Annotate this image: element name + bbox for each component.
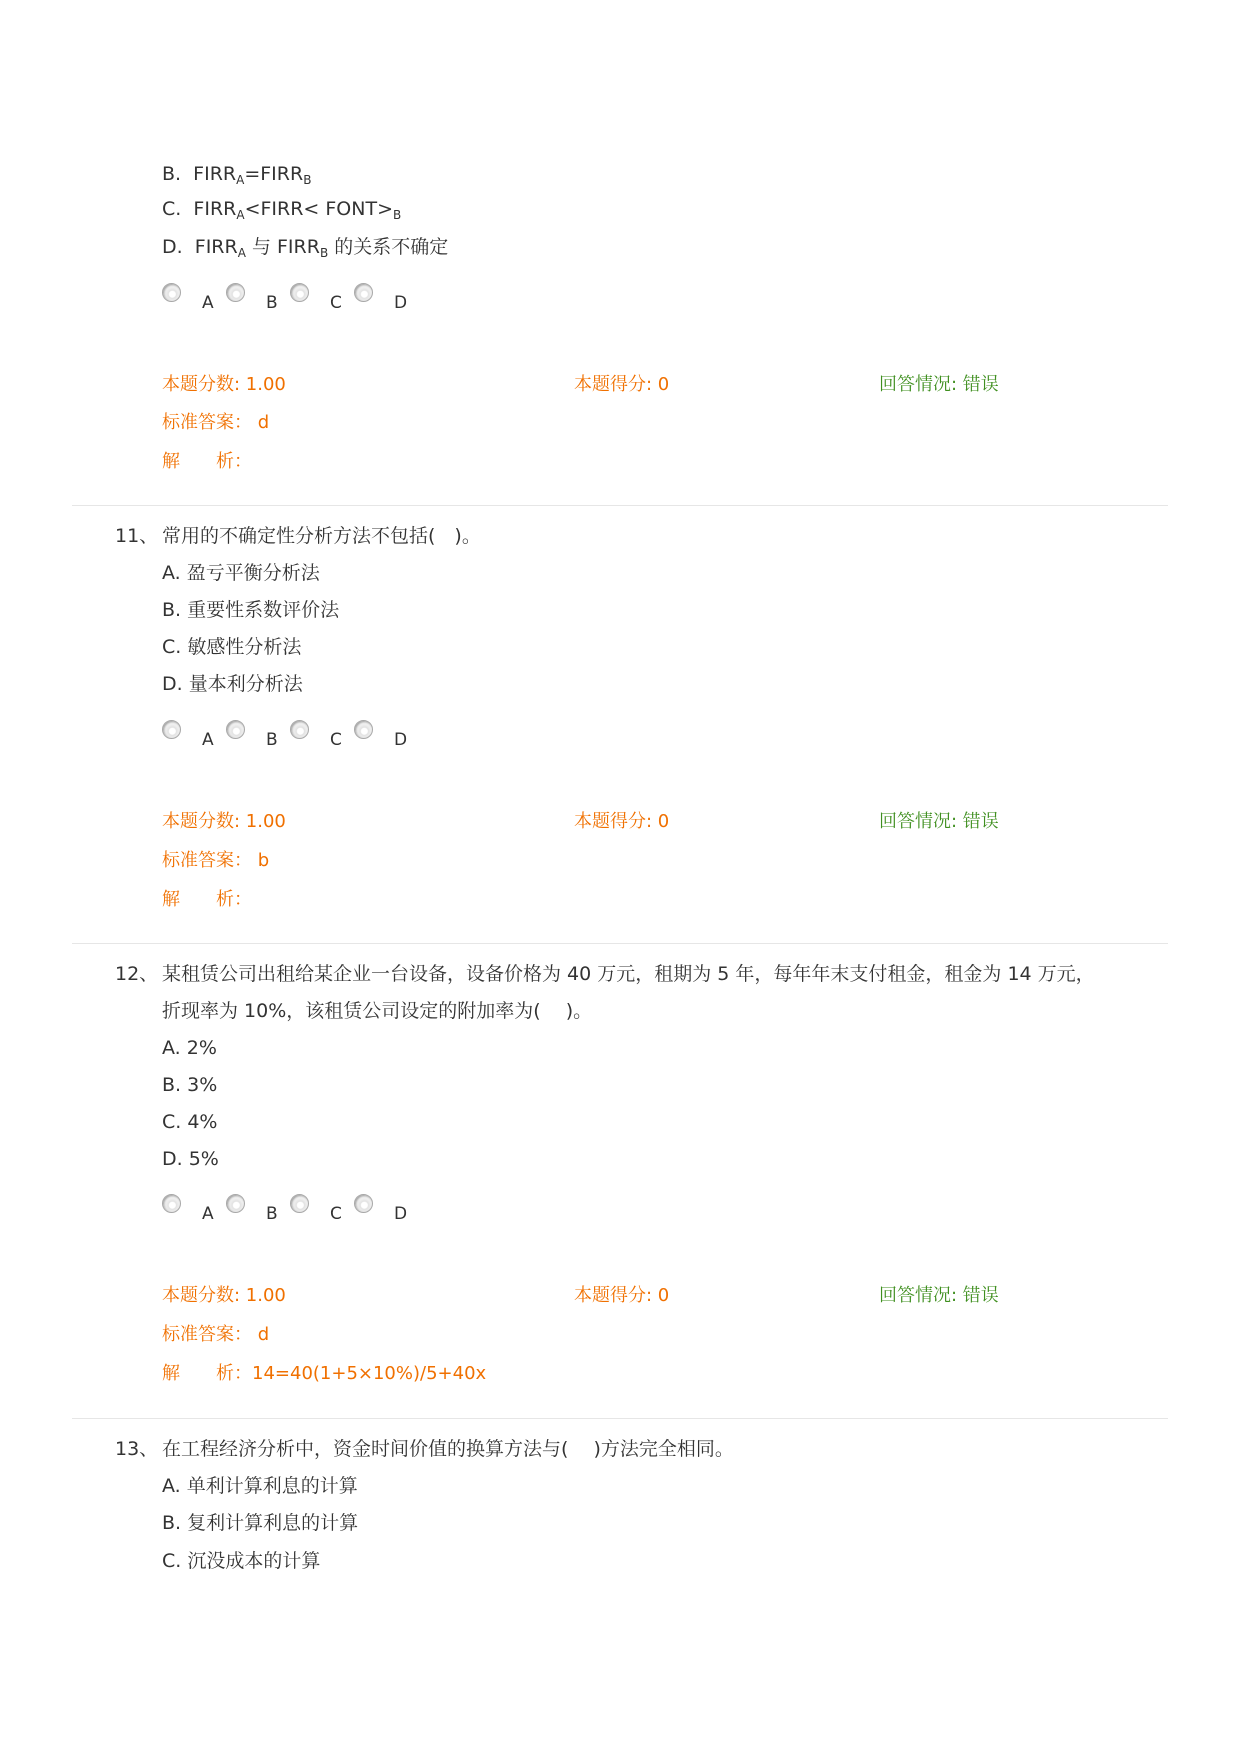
radio-c[interactable] xyxy=(290,283,309,302)
radio-a[interactable] xyxy=(162,283,181,302)
radio-a[interactable] xyxy=(162,720,181,739)
q11-analysis xyxy=(162,888,252,912)
option-text: FIRR xyxy=(193,198,237,220)
q11-option-a: A. 盈亏平衡分析法 xyxy=(162,562,320,584)
option-letter: C. xyxy=(162,198,182,220)
analysis-label: 解 析： xyxy=(162,889,252,910)
q11-option-b: B. 重要性系数评价法 xyxy=(162,599,340,621)
radio-d-label: D xyxy=(394,1204,408,1224)
q12-analysis xyxy=(162,1362,486,1386)
radio-b[interactable] xyxy=(226,1194,245,1213)
q12-number: 12、 xyxy=(115,963,159,985)
option-sub: A xyxy=(236,173,245,187)
q10-option-c xyxy=(162,196,401,228)
q11-got-score: 本题得分: 0 xyxy=(574,811,670,832)
radio-a-label: A xyxy=(202,1204,214,1224)
radio-d-label: D xyxy=(394,293,408,313)
option-sub: B xyxy=(303,173,312,187)
analysis-label: 解 析： xyxy=(162,1363,252,1384)
q10-answer: 标准答案： d xyxy=(162,412,270,433)
option-sub: A xyxy=(237,246,246,260)
radio-c-label: C xyxy=(330,293,342,313)
radio-c[interactable] xyxy=(290,720,309,739)
option-text: FIRR xyxy=(193,163,237,185)
radio-b-label: B xyxy=(266,293,278,313)
option-text: <FIRR< FONT> xyxy=(244,198,393,220)
q11-question: 常用的不确定性分析方法不包括( )。 xyxy=(162,525,481,547)
radio-b[interactable] xyxy=(226,720,245,739)
q11-score: 本题分数: 1.00 xyxy=(162,811,286,832)
option-sub: A xyxy=(236,208,245,222)
q12-got-score: 本题得分: 0 xyxy=(574,1285,670,1306)
option-text: FIRR xyxy=(194,236,238,258)
q12-score: 本题分数: 1.00 xyxy=(162,1285,286,1306)
separator xyxy=(72,943,1168,944)
radio-d[interactable] xyxy=(354,720,373,739)
q10-got-score: 本题得分: 0 xyxy=(574,374,670,395)
separator xyxy=(72,505,1168,506)
q10-score: 本题分数: 1.00 xyxy=(162,374,286,395)
radio-a[interactable] xyxy=(162,1194,181,1213)
analysis-label: 解 析： xyxy=(162,451,252,472)
q13-option-a: A. 单利计算利息的计算 xyxy=(162,1475,358,1497)
q11-option-c: C. 敏感性分析法 xyxy=(162,636,302,658)
q11-number: 11、 xyxy=(115,525,159,547)
q12-answer: 标准答案： d xyxy=(162,1324,270,1345)
q13-number: 13、 xyxy=(115,1438,159,1460)
q12-option-c: C. 4% xyxy=(162,1111,218,1133)
q10-analysis xyxy=(162,450,252,474)
q12-option-a: A. 2% xyxy=(162,1037,217,1059)
radio-c-label: C xyxy=(330,1204,342,1224)
q12-question-line1: 某租赁公司出租给某企业一台设备，设备价格为 40 万元，租期为 5 年，每年年末支付租金，租金为 14 万元， xyxy=(162,963,1095,985)
option-letter: D. xyxy=(162,236,183,258)
option-letter: B. xyxy=(162,163,182,185)
q10-option-b xyxy=(162,161,311,193)
q10-option-d xyxy=(162,234,448,266)
radio-d[interactable] xyxy=(354,1194,373,1213)
q13-question: 在工程经济分析中，资金时间价值的换算方法与( )方法完全相同。 xyxy=(162,1438,734,1460)
radio-d[interactable] xyxy=(354,283,373,302)
option-text: 与 FIRR xyxy=(245,236,320,258)
q13-option-c: C. 沉没成本的计算 xyxy=(162,1550,321,1572)
q12-question-line2: 折现率为 10%，该租赁公司设定的附加率为( )。 xyxy=(162,1000,593,1022)
q11-status: 回答情况: 错误 xyxy=(879,811,999,832)
option-sub: B xyxy=(393,208,402,222)
q11-option-d: D. 量本利分析法 xyxy=(162,673,303,695)
q12-status: 回答情况: 错误 xyxy=(879,1285,999,1306)
radio-b[interactable] xyxy=(226,283,245,302)
separator xyxy=(72,1418,1168,1419)
radio-a-label: A xyxy=(202,293,214,313)
radio-b-label: B xyxy=(266,730,278,750)
option-text: =FIRR xyxy=(244,163,304,185)
option-text: 的关系不确定 xyxy=(328,236,449,258)
option-sub: B xyxy=(319,246,329,260)
radio-c-label: C xyxy=(330,730,342,750)
radio-c[interactable] xyxy=(290,1194,309,1213)
radio-b-label: B xyxy=(266,1204,278,1224)
q13-option-b: B. 复利计算利息的计算 xyxy=(162,1512,359,1534)
radio-a-label: A xyxy=(202,730,214,750)
analysis-text: 14=40(1+5×10%)/5+40x xyxy=(252,1363,487,1384)
q10-status: 回答情况: 错误 xyxy=(879,374,999,395)
radio-d-label: D xyxy=(394,730,408,750)
q11-answer: 标准答案： b xyxy=(162,850,270,871)
q12-option-d: D. 5% xyxy=(162,1148,219,1170)
q12-option-b: B. 3% xyxy=(162,1074,218,1096)
